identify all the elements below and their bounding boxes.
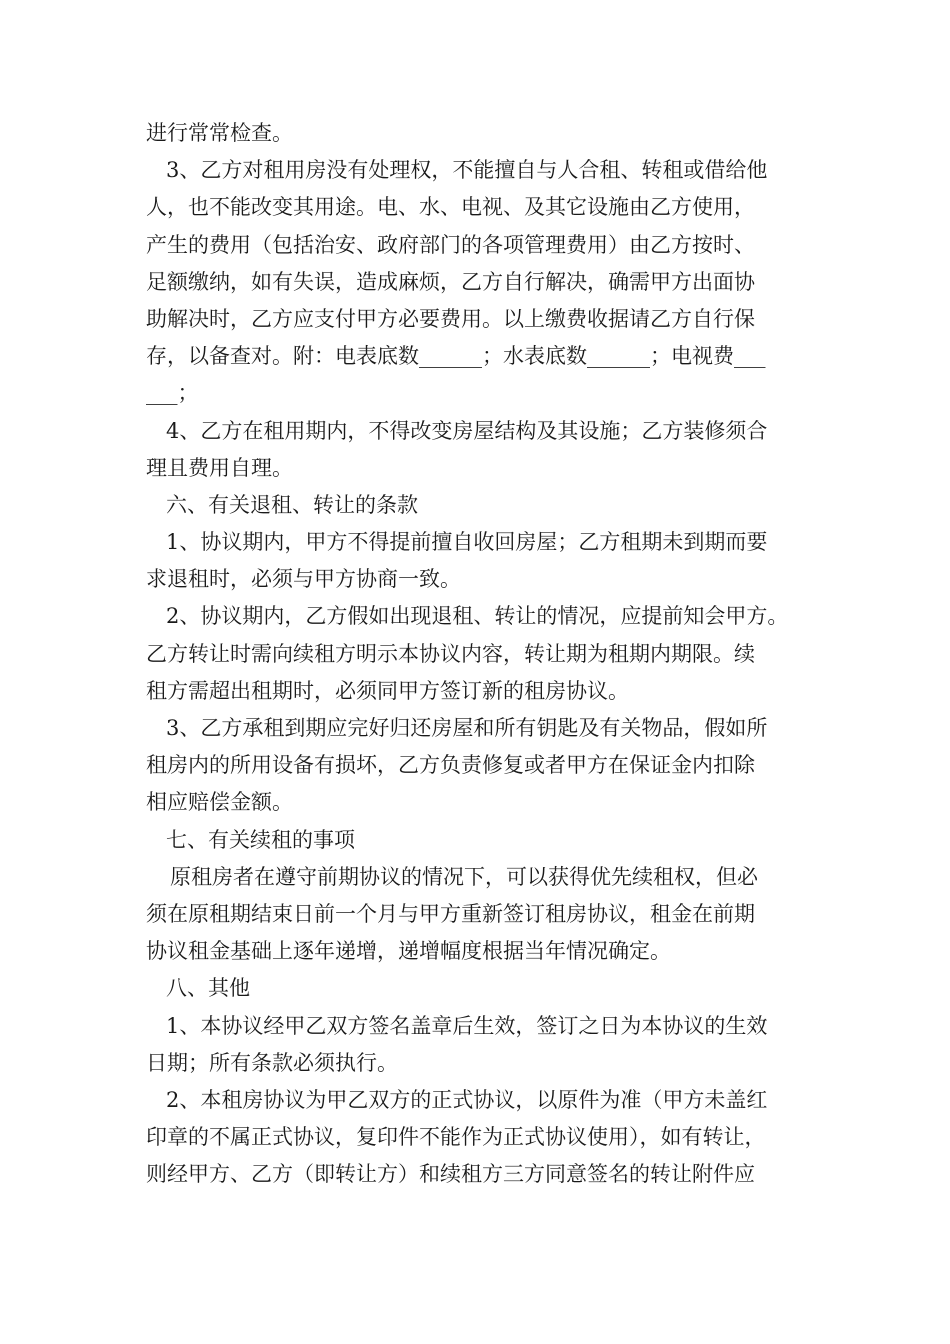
text-line: 租房内的所用设备有损坏，乙方负责修复或者甲方在保证金内扣除 [146, 753, 755, 778]
text-line: 日期；所有条款必须执行。 [146, 1050, 398, 1075]
clause-1-line: 1、本协议经甲乙双方签名盖章后生效，签订之日为本协议的生效 [166, 1013, 768, 1038]
text-line: 印章的不属正式协议，复印件不能作为正式协议使用），如有转让， [146, 1125, 766, 1150]
text-line: 足额缴纳，如有失误，造成麻烦，乙方自行解决，确需甲方出面协 [146, 269, 755, 294]
clause-2-line: 2、本租房协议为甲乙双方的正式协议，以原件为准（甲方未盖红 [166, 1087, 768, 1112]
text-line: 进行常常检查。 [146, 121, 293, 145]
clause-3-line: 3、乙方对租用房没有处理权，不能擅自与人合租、转租或借给他 [166, 158, 768, 183]
text-line: 求退租时，必须与甲方协商一致。 [146, 567, 461, 592]
text-line: 则经甲方、乙方（即转让方）和续租方三方同意签名的转让附件应 [146, 1162, 755, 1187]
text-line: 人，也不能改变其用途。电、水、电视、及其它设施由乙方使用， [146, 195, 755, 220]
text-line: 助解决时，乙方应支付甲方必要费用。以上缴费收据请乙方自行保 [146, 306, 755, 331]
meter-readings-line: 存，以备查对。附：电表底数______；水表底数______；电视费___ [146, 344, 766, 369]
clause-2-line: 2、协议期内，乙方假如出现退租、转让的情况，应提前知会甲方。 [166, 604, 789, 629]
text-line: 协议租金基础上逐年递增，递增幅度根据当年情况确定。 [146, 939, 671, 964]
text-line: 乙方转让时需向续租方明示本协议内容，转让期为租期内期限。续 [146, 641, 755, 666]
text-line: 产生的费用（包括治安、政府部门的各项管理费用）由乙方按时、 [146, 232, 755, 257]
text-line: 相应赔偿金额。 [146, 790, 293, 815]
section-heading-six: 六、有关退租、转让的条款 [166, 492, 418, 517]
text-line: 租方需超出租期时，必须同甲方签订新的租房协议。 [146, 678, 629, 703]
clause-3-line: 3、乙方承租到期应完好归还房屋和所有钥匙及有关物品，假如所 [166, 716, 768, 740]
text-line: ___； [146, 381, 199, 406]
section-heading-seven: 七、有关续租的事项 [166, 827, 355, 852]
text-line: 须在原租期结束日前一个月与甲方重新签订租房协议，租金在前期 [146, 901, 755, 926]
clause-4-line: 4、乙方在租用期内，不得改变房屋结构及其设施；乙方装修须合 [166, 418, 768, 443]
section-heading-eight: 八、其他 [166, 976, 250, 1001]
text-line: 理且费用自理。 [146, 455, 293, 480]
clause-1-line: 1、协议期内，甲方不得提前擅自收回房屋；乙方租期未到期而要 [166, 530, 768, 555]
document-body [146, 115, 826, 1193]
renewal-paragraph-line: 原租房者在遵守前期协议的情况下，可以获得优先续租权，但必 [170, 864, 758, 889]
